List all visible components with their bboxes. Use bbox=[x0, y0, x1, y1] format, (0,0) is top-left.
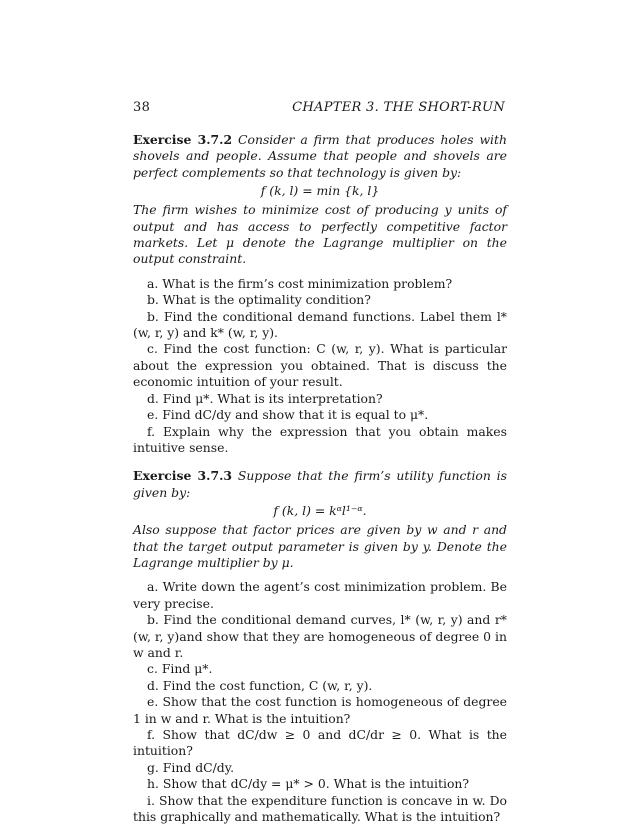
question-item: a. Write down the agent’s cost minimization problem. Be very precise. bbox=[133, 579, 507, 611]
question-item: a. What is the firm’s cost minimization problem? bbox=[147, 275, 453, 291]
question-item: b. What is the optimality condition? bbox=[147, 292, 371, 308]
question-item: e. Show that the cost function is homogeneous of degree 1 in w and r. What is the intuition? bbox=[133, 694, 507, 726]
question-item: d. Find μ*. What is its interpretation? bbox=[147, 390, 383, 406]
equation: f (k, l) = min {k, l} bbox=[260, 183, 380, 199]
page-number: 38 bbox=[133, 100, 151, 115]
question-item: c. Find the cost function: C (w, r, y). What is particular about the expression you obtained. That is discuss the economic intuition of your result. bbox=[133, 341, 507, 390]
page-body bbox=[133, 132, 507, 825]
question-item: i. Show that the expenditure function is concave in w. Do this graphically and mathematically. What is the intuition? bbox=[133, 792, 507, 825]
exercise-text: Also suppose that factor prices are given by w and r and that the target output parameter is given by y. Denote the Lagrange multiplier by μ. bbox=[133, 522, 507, 570]
question-item: e. Find dC/dy and show that it is equal to μ*. bbox=[147, 407, 429, 423]
question-item: b. Find the conditional demand curves, l* (w, r, y) and r* (w, r, y)and show that they are homogeneous of degree 0 in w and r. bbox=[133, 612, 507, 660]
exercise-3-7-2-intro bbox=[133, 132, 507, 181]
exercise-3-7-3-intro bbox=[133, 468, 507, 501]
question-item: f. Show that dC/dw ≥ 0 and dC/dr ≥ 0. What is the intuition? bbox=[133, 727, 507, 759]
chapter-title: CHAPTER 3. THE SHORT-RUN bbox=[292, 100, 505, 115]
question-item: c. Find μ*. bbox=[147, 661, 213, 677]
question-item: d. Find the cost function, C (w, r, y). bbox=[147, 677, 373, 693]
question-item: b. Find the conditional demand functions. Label them l* (w, r, y) and k* (w, r, y). bbox=[133, 308, 507, 341]
exercise-text: Suppose that the firm’s utility function is given by: bbox=[133, 468, 507, 500]
exercise-text: Consider a firm that produces holes with shovels and people. Assume that people and shovels are perfect complements so that technology is given by: bbox=[133, 132, 507, 180]
running-head bbox=[133, 100, 505, 115]
exercise-title: Exercise 3.7.2 bbox=[133, 132, 233, 147]
exercise-title: Exercise 3.7.3 bbox=[133, 468, 233, 484]
equation: f (k, l) = kᵅl¹⁻ᵅ. bbox=[273, 503, 367, 519]
exercise-text: The firm wishes to minimize cost of producing y units of output and has access to perfectly competitive factor markets. Let μ denote the Lagrange multiplier on the output constraint. bbox=[133, 202, 507, 267]
question-item: f. Explain why the expression that you obtain makes intuitive sense. bbox=[133, 423, 507, 455]
question-item: g. Find dC/dy. bbox=[147, 759, 235, 775]
question-item: h. Show that dC/dy = μ* > 0. What is the intuition? bbox=[147, 776, 470, 792]
